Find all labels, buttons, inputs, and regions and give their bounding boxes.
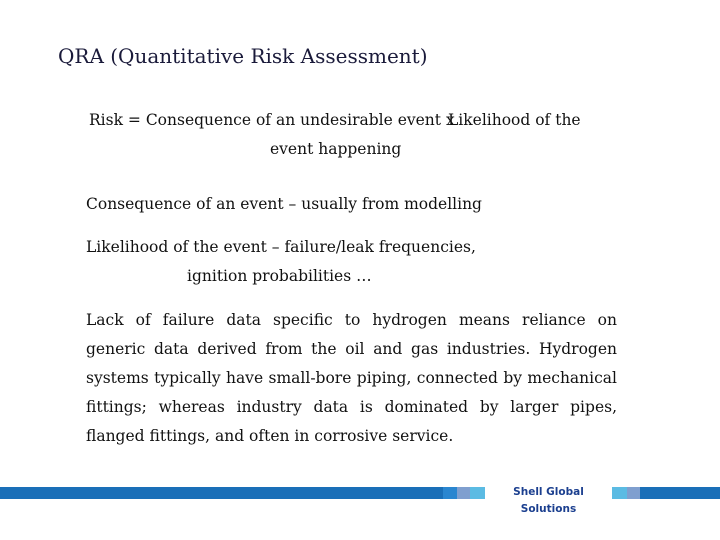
footer-bar-segment xyxy=(470,487,485,499)
footer-bar-left xyxy=(0,487,443,499)
footer-bar-right xyxy=(640,487,720,499)
footer-bar-segment xyxy=(443,487,457,499)
body-paragraph: Lack of failure data specific to hydrogen means reliance on generic data derived from the oil and gas industries. Hydrogen systems typically have small-bore piping, connected by mechanical fittings; whereas industry data is dominated by larger pipes, flanged fittings, and often in corrosive service. xyxy=(86,311,617,445)
consequence-text: Consequence of an event – usually from modelling xyxy=(86,195,482,213)
risk-formula-line2: event happening xyxy=(270,140,402,158)
risk-formula-cont: Likelihood of the xyxy=(448,111,581,129)
shell-global-solutions-logo: Shell Global Solutions xyxy=(485,484,612,501)
risk-formula: Risk = Consequence of an undesirable event x xyxy=(89,111,455,129)
slide-title: QRA (Quantitative Risk Assessment) xyxy=(58,44,428,68)
footer-bar-segment xyxy=(612,487,627,499)
likelihood-text: Likelihood of the event – failure/leak frequencies, xyxy=(86,238,476,256)
footer-bar-segment xyxy=(457,487,470,499)
footer-bar-segment xyxy=(627,487,640,499)
likelihood-text-line2: ignition probabilities … xyxy=(187,267,372,285)
